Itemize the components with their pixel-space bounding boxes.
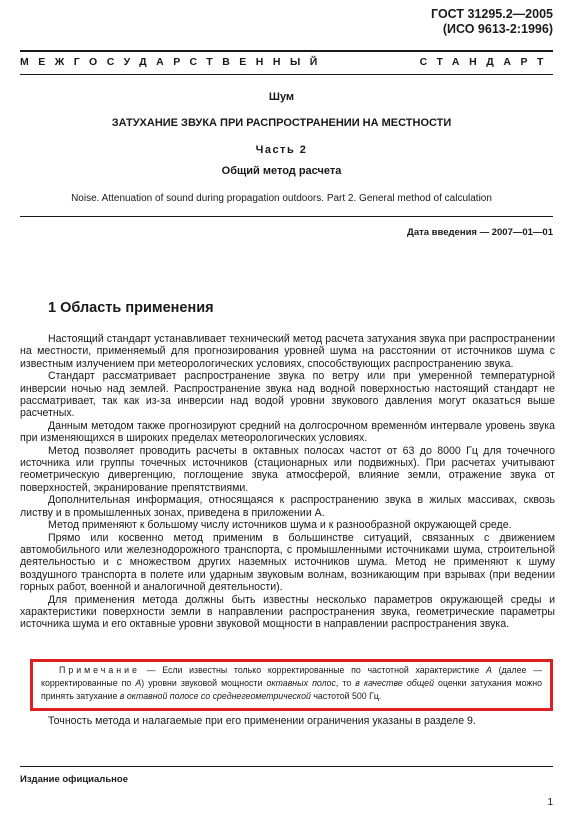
title-subtitle: Общий метод расчета xyxy=(221,165,342,177)
note-text: Примечание — Если известны только корректированные по частотной характеристике А (далее — корректированные по А) уровни звуковой мощности октавных полос, то в качестве общей оценки затухания можно принять затухание в октавной полосе со среднегеометрической частотой 500 Гц. xyxy=(41,665,543,701)
note-label: Примечание xyxy=(59,665,140,675)
intro-date: Дата введения — 2007—01—01 xyxy=(407,227,553,238)
paragraph: Стандарт рассматривает распространение звука по ветру или при умеренной температурной инверсии ночью над землей. Распространение звука над водной поверхностью настоящий стандарт не рассматривает, так как из-за инверсии над водой уровни звукового давления могут оказаться выше расчетных. xyxy=(20,370,555,420)
highlighted-note xyxy=(30,659,553,711)
standard-banner xyxy=(20,56,553,68)
paragraph: Метод позволяет проводить расчеты в октавных полосах частот от 63 до 8000 Гц для точечного источника или группы точечных источников (стационарных или подвижных). При расчетах учитывают геометрическую дивергенцию, поглощение звука атмосферой, влияние земли, отражение звука от поверхностей, экранирование препятствиями. xyxy=(20,444,555,494)
footer-rule xyxy=(20,766,553,767)
paragraph: Прямо или косвенно метод применим в большинстве ситуаций, связанных с движением автомобильного или железнодорожного транспорта, с промышленными источниками шума, строительной деятельностью и с множеством других наземных источников шума. Метод не применяют к шуму воздушного транспорта в полете или ударным звуковым волнам, возникающим при взрывах (при ведении горных работ, военной и аналогичной деятельности). xyxy=(20,531,555,594)
title-part: Часть 2 xyxy=(255,144,308,156)
title-english: Noise. Attenuation of sound during propagation outdoors. Part 2. General method of calculation xyxy=(71,193,492,204)
section-title: 1 Область применения xyxy=(48,300,214,316)
official-edition: Издание официальное xyxy=(20,774,128,785)
paragraph: Данным методом также прогнозируют средний на долгосрочном временнóм интервале уровень звука при изменяющихся в широких пределах метеорологических условиях. xyxy=(20,419,555,445)
date-rule xyxy=(20,216,553,217)
paragraph: Метод применяют к большому числу источников шума и к разнообразной окружающей среде. xyxy=(48,519,512,532)
iso-code: (ИСО 9613-2:1996) xyxy=(442,22,553,36)
paragraph: Настоящий стандарт устанавливает технический метод расчета затухания звука при распространении на местности, применяемый для прогнозирования уровней шума на расстоянии от источников шума с известным излучением при метеорологических условиях, способствующих распространению звука. xyxy=(20,333,555,370)
top-rule xyxy=(20,50,553,52)
standard-code-block xyxy=(431,7,553,37)
section-body xyxy=(20,333,555,631)
standard-code: ГОСТ 31295.2—2005 xyxy=(431,7,553,21)
paragraph: Дополнительная информация, относящаяся к распространению звука в жилых массивах, сквозь листву и в промышленных зонах, приведена в приложении А. xyxy=(20,494,555,519)
banner-word-interstate: МЕЖГОСУДАРСТВЕННЫЙ xyxy=(20,56,327,68)
banner-bottom-rule xyxy=(20,74,553,75)
page-number: 1 xyxy=(547,797,553,808)
banner-word-standard: СТАНДАРТ xyxy=(419,56,553,68)
title-main: ЗАТУХАНИЕ ЗВУКА ПРИ РАСПРОСТРАНЕНИИ НА МЕСТНОСТИ xyxy=(111,117,452,129)
paragraph: Для применения метода должны быть известны несколько параметров окружающей среды и характеристики поверхности земли в направлении распространения звука, геометрические параметры источника шума и его октавные уровни звуковой мощности в направлении распространения звука. xyxy=(20,593,555,631)
title-topic: Шум xyxy=(268,91,295,103)
accuracy-paragraph: Точность метода и налагаемые при его применении ограничения указаны в разделе 9. xyxy=(48,715,476,727)
